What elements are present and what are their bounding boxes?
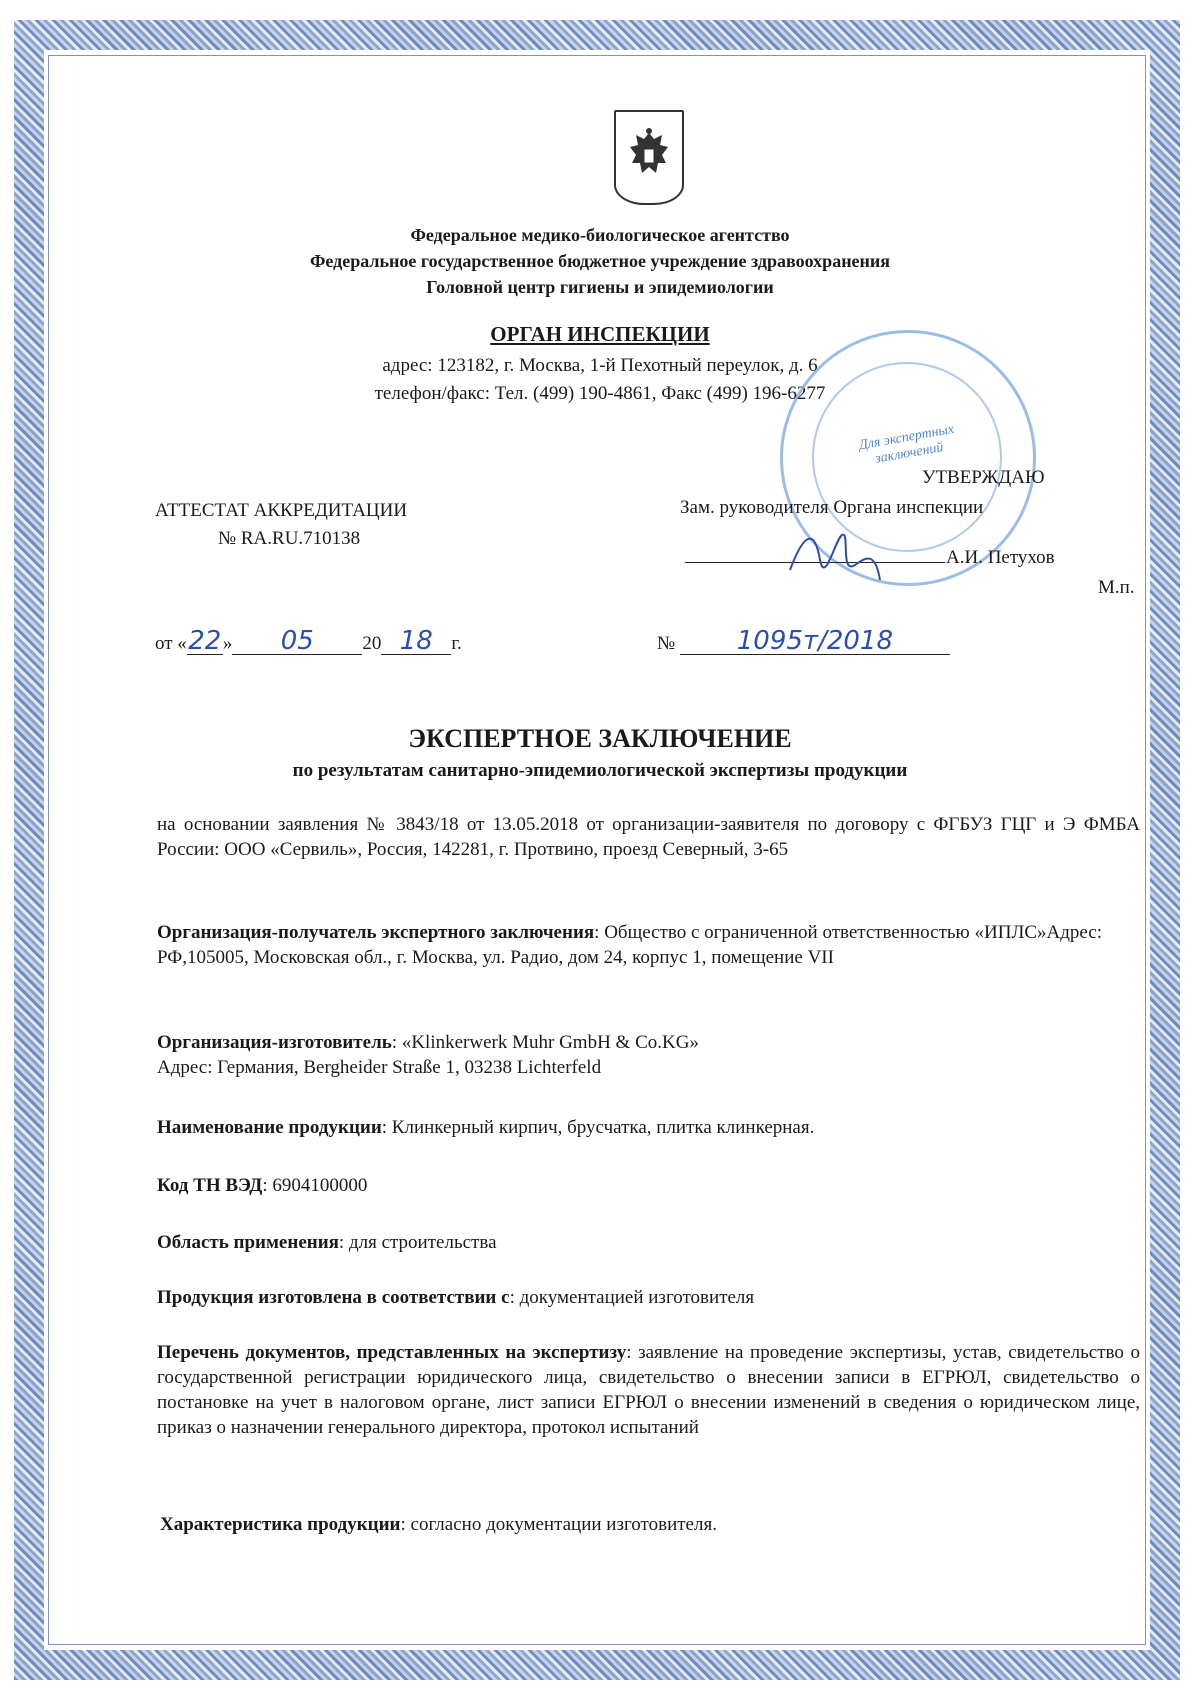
date-year-prefix: 20 [362,633,382,654]
coat-of-arms-icon [614,110,684,205]
recipient-label: Организация-получатель экспертного заключения [157,922,595,943]
phone-line: телефон/факс: Тел. (499) 190-4861, Факс (499) 196-6277 [374,383,826,404]
product-label: Наименование продукции [157,1117,382,1138]
manufacturer-paragraph [157,1030,1140,1080]
accreditation-label: АТТЕСТАТ АККРЕДИТАЦИИ [155,500,408,521]
approver-position: Зам. руководителя Органа инспекции [680,497,984,518]
scope-value: : для строительства [338,1232,497,1253]
date-close-quote: » [222,633,233,654]
documents-paragraph [157,1340,1140,1440]
product-paragraph [157,1115,1140,1140]
scope-paragraph [157,1230,1140,1255]
date-day: 22 [188,626,222,656]
characteristics-label: Характеристика продукции [160,1514,401,1535]
manufacturer-value: : «Klinkerwerk Muhr GmbH & Co.KG» [391,1032,699,1053]
accreditation-number: № RA.RU.710138 [218,528,361,549]
documents-label: Перечень документов, представленных на экспертизу [157,1342,627,1363]
characteristics-value: : согласно документации изготовителя. [400,1514,717,1535]
recipient-value: : Общество с ограниченной ответственностью «ИПЛС»Адрес: РФ,105005, Московская обл., г. Москва, ул. Радио, дом 24, корпус 1, помещение VII [157,922,1103,968]
organ-title: ОРГАН ИНСПЕКЦИИ [490,322,710,346]
date-suffix: г. [451,633,462,654]
date-year: 18 [381,628,451,655]
conformity-label: Продукция изготовлена в соответствии с [157,1287,510,1308]
recipient-paragraph [157,920,1140,970]
scope-label: Область применения [157,1232,339,1253]
conformity-value: : документацией изготовителя [509,1287,755,1308]
code-value: : 6904100000 [262,1175,368,1196]
approve-label: УТВЕРЖДАЮ [922,467,1045,488]
conformity-paragraph [157,1285,1140,1310]
manufacturer-address: Адрес: Германия, Bergheider Straße 1, 03238 Lichterfeld [157,1057,602,1078]
date-line [155,628,462,657]
agency-name: Федеральное медико-биологическое агентство [410,225,790,245]
manufacturer-label: Организация-изготовитель [157,1032,392,1053]
institution-name: Федеральное государственное бюджетное учреждение здравоохранения [309,251,891,271]
document-number-line [657,628,950,657]
document-subtitle: по результатам санитарно-эпидемиологической экспертизы продукции [292,760,908,781]
number-label: № [657,633,676,654]
product-value: : Клинкерный кирпич, брусчатка, плитка клинкерная. [381,1117,815,1138]
date-from-label: от « [155,633,187,654]
address-line: адрес: 123182, г. Москва, 1-й Пехотный переулок, д. 6 [382,355,818,376]
center-name: Головной центр гигиены и эпидемиологии [426,277,774,297]
code-paragraph [157,1173,1140,1198]
seal-place: М.п. [1098,577,1135,598]
stamp-inner-text: Для экспертных заключений [857,421,956,467]
document-number: 1095т/2018 [680,628,950,655]
date-month: 05 [232,628,362,655]
basis-paragraph: на основании заявления № 3843/18 от 13.05.2018 от организации-заявителя по договору с ФГБУЗ ГЦГ и Э ФМБА России: ООО «Сервиль», Россия, 142281, г. Протвино, проезд Северный, 3-65 [157,814,1140,860]
code-label: Код ТН ВЭД [157,1175,263,1196]
documents-value: : заявление на проведение экспертизы, устав, свидетельство о государственной регистрации юридического лица, свидетельство о внесении записи в ЕГРЮЛ, свидетельство о постановке на учет в налоговом органе, лист записи ЕГРЮЛ о внесении изменений в сведения о юридическом лице, приказ о назначении генерального директора, протокол испытаний [157,1342,1140,1438]
characteristics-paragraph [160,1512,1143,1537]
signature-icon [780,520,890,595]
document-title: ЭКСПЕРТНОЕ ЗАКЛЮЧЕНИЕ [408,724,792,753]
signer-name: А.И. Петухов [946,547,1055,568]
